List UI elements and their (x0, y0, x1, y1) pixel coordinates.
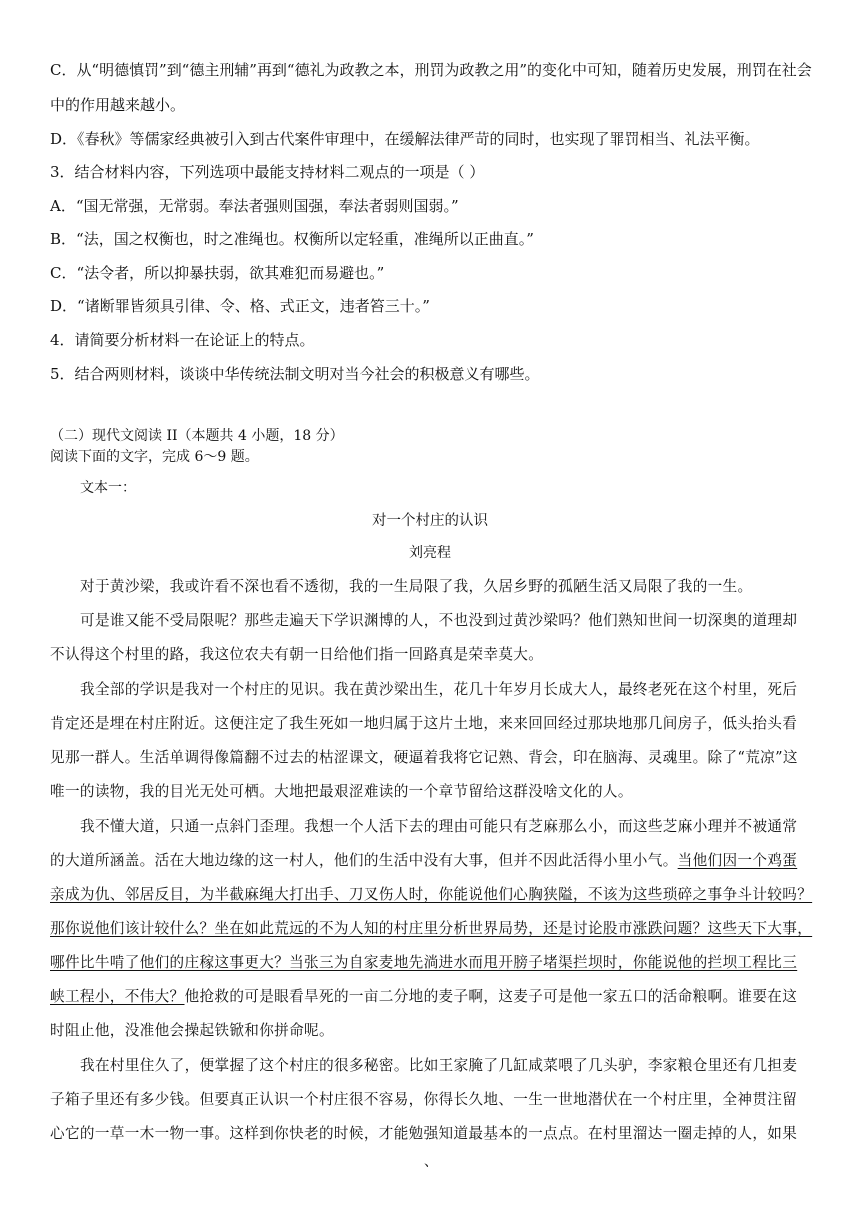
para4-line3-underlined: 亲成为仇、邻居反目，为半截麻绳大打出手、刀叉伤人时，你能说他们心胸狭隘，不该为这些琐碎之事争斗计较吗？ (50, 886, 813, 903)
para4-line2 (50, 851, 797, 871)
q3-option-c: C．“法令者，所以抑暴扶弱，欲其难犯而易避也。” (50, 264, 385, 282)
q4-stem: 4．请简要分析材料一在论证上的特点。 (50, 331, 315, 349)
para4-line2-underlined: 当他们因一个鸡蛋 (677, 852, 798, 869)
q2-option-c-line2: 中的作用越来越小。 (50, 96, 186, 114)
q3-option-d: D．“诸断罪皆须具引律、令、格、式正文，违者笞三十。” (50, 297, 430, 315)
para2-line1: 可是谁又能不受局限呢？那些走遍天下学识渊博的人，不也没到过黄沙梁吗？他们熟知世间一切深奥的道理却 (80, 612, 798, 629)
para4-line7: 时阻止他，没准他会操起铁锨和你拼命呢。 (50, 1022, 334, 1039)
para5-line1: 我在村里住久了，便掌握了这个村庄的很多秘密。比如王家腌了几缸咸菜喂了几头驴，李家粮仓里还有几担麦 (80, 1057, 798, 1074)
para5-line2: 子箱子里还有多少钱。但要真正认识一个村庄很不容易，你得长久地、一生一世地潜伏在一个村庄里，全神贯注留 (50, 1091, 798, 1108)
q3-option-a: A．“国无常强，无常弱。奉法者强则国强，奉法者弱则国弱。” (50, 197, 459, 215)
para3-line3: 见那一群人。生活单调得像篇翻不过去的枯涩课文，硬逼着我将它记熟、背会，印在脑海、灵魂里。除了“荒凉”这 (50, 749, 798, 766)
section-heading: （二）现代文阅读 II（本题共 4 小题，18 分） (50, 428, 344, 444)
section-instruction: 阅读下面的文字，完成 6～9 题。 (50, 449, 259, 465)
para3-line4: 唯一的读物，我的目光无处可栖。大地把最艰涩难读的一个章节留给这群没啥文化的人。 (50, 783, 633, 800)
q2-option-d: D．《春秋》等儒家经典被引入到古代案件审理中，在缓解法律严苛的同时，也实现了罪罚相当、礼法平衡。 (50, 130, 760, 148)
para4-line4-underlined: 那你说他们该计较什么？坐在如此荒远的不为人知的村庄里分析世界局势，还是讨论股市涨跌问题？这些天下大事， (50, 920, 813, 937)
para5-line3: 心它的一草一木一物一事。这样到你快老的时候，才能勉强知道最基本的一点点。在村里溜达一圈走掉的人，如果 (50, 1125, 798, 1142)
article-title: 对一个村庄的认识 (372, 513, 488, 529)
para4-line6-plain: 他抢救的可是眼看旱死的一亩二分地的麦子啊，这麦子可是他一家五口的活命粮啊。谁要在这 (184, 988, 798, 1005)
q2-option-c-line1: C．从“明德慎罚”到“德主刑辅”再到“德礼为政教之本，刑罚为政教之用”的变化中可知，随着历史发展，刑罚在社会 (50, 61, 812, 79)
para3-line1: 我全部的学识是我对一个村庄的见识。我在黄沙梁出生，花几十年岁月长成大人，最终老死在这个村里，死后 (80, 681, 798, 698)
para3-line2: 肯定还是埋在村庄附近。这便注定了我生死如一地归属于这片土地，来来回回经过那块地那几间房子，低头抬头看 (50, 715, 798, 732)
para2-line2: 不认得这个村里的路，我这位农夫有朝一日给他们指一回路真是荣幸莫大。 (50, 646, 544, 663)
footer-mark: 、 (424, 1154, 438, 1170)
para4-line1: 我不懂大道，只通一点斜门歪理。我想一个人活下去的理由可能只有芝麻那么小，而这些芝麻小理并不被通常 (80, 818, 798, 835)
article-author: 刘亮程 (409, 545, 451, 561)
para4-line6 (50, 987, 797, 1007)
text-label: 文本一： (80, 480, 136, 496)
q3-option-b: B．“法，国之权衡也，时之准绳也。权衡所以定轻重，准绳所以正曲直。” (50, 230, 534, 248)
q3-stem: 3．结合材料内容，下列选项中最能支持材料二观点的一项是（ ） (50, 163, 485, 181)
para4-line6-underlined: 峡工程小，不伟大？ (50, 988, 185, 1005)
q5-stem: 5．结合两则材料，谈谈中华传统法制文明对当今社会的积极意义有哪些。 (50, 365, 540, 383)
para4-line5-underlined: 哪件比牛啃了他们的庄稼这事更大？当张三为自家麦地先淌进水而甩开膀子堵渠拦坝时，你能说他的拦坝工程比三 (50, 954, 798, 971)
para4-line2-plain: 的大道所涵盖。活在大地边缘的这一村人，他们的生活中没有大事，但并不因此活得小里小气。 (50, 852, 678, 869)
para1-line1: 对于黄沙梁，我或许看不深也看不透彻，我的一生局限了我，久居乡野的孤陋生活又局限了我的一生。 (80, 578, 753, 595)
